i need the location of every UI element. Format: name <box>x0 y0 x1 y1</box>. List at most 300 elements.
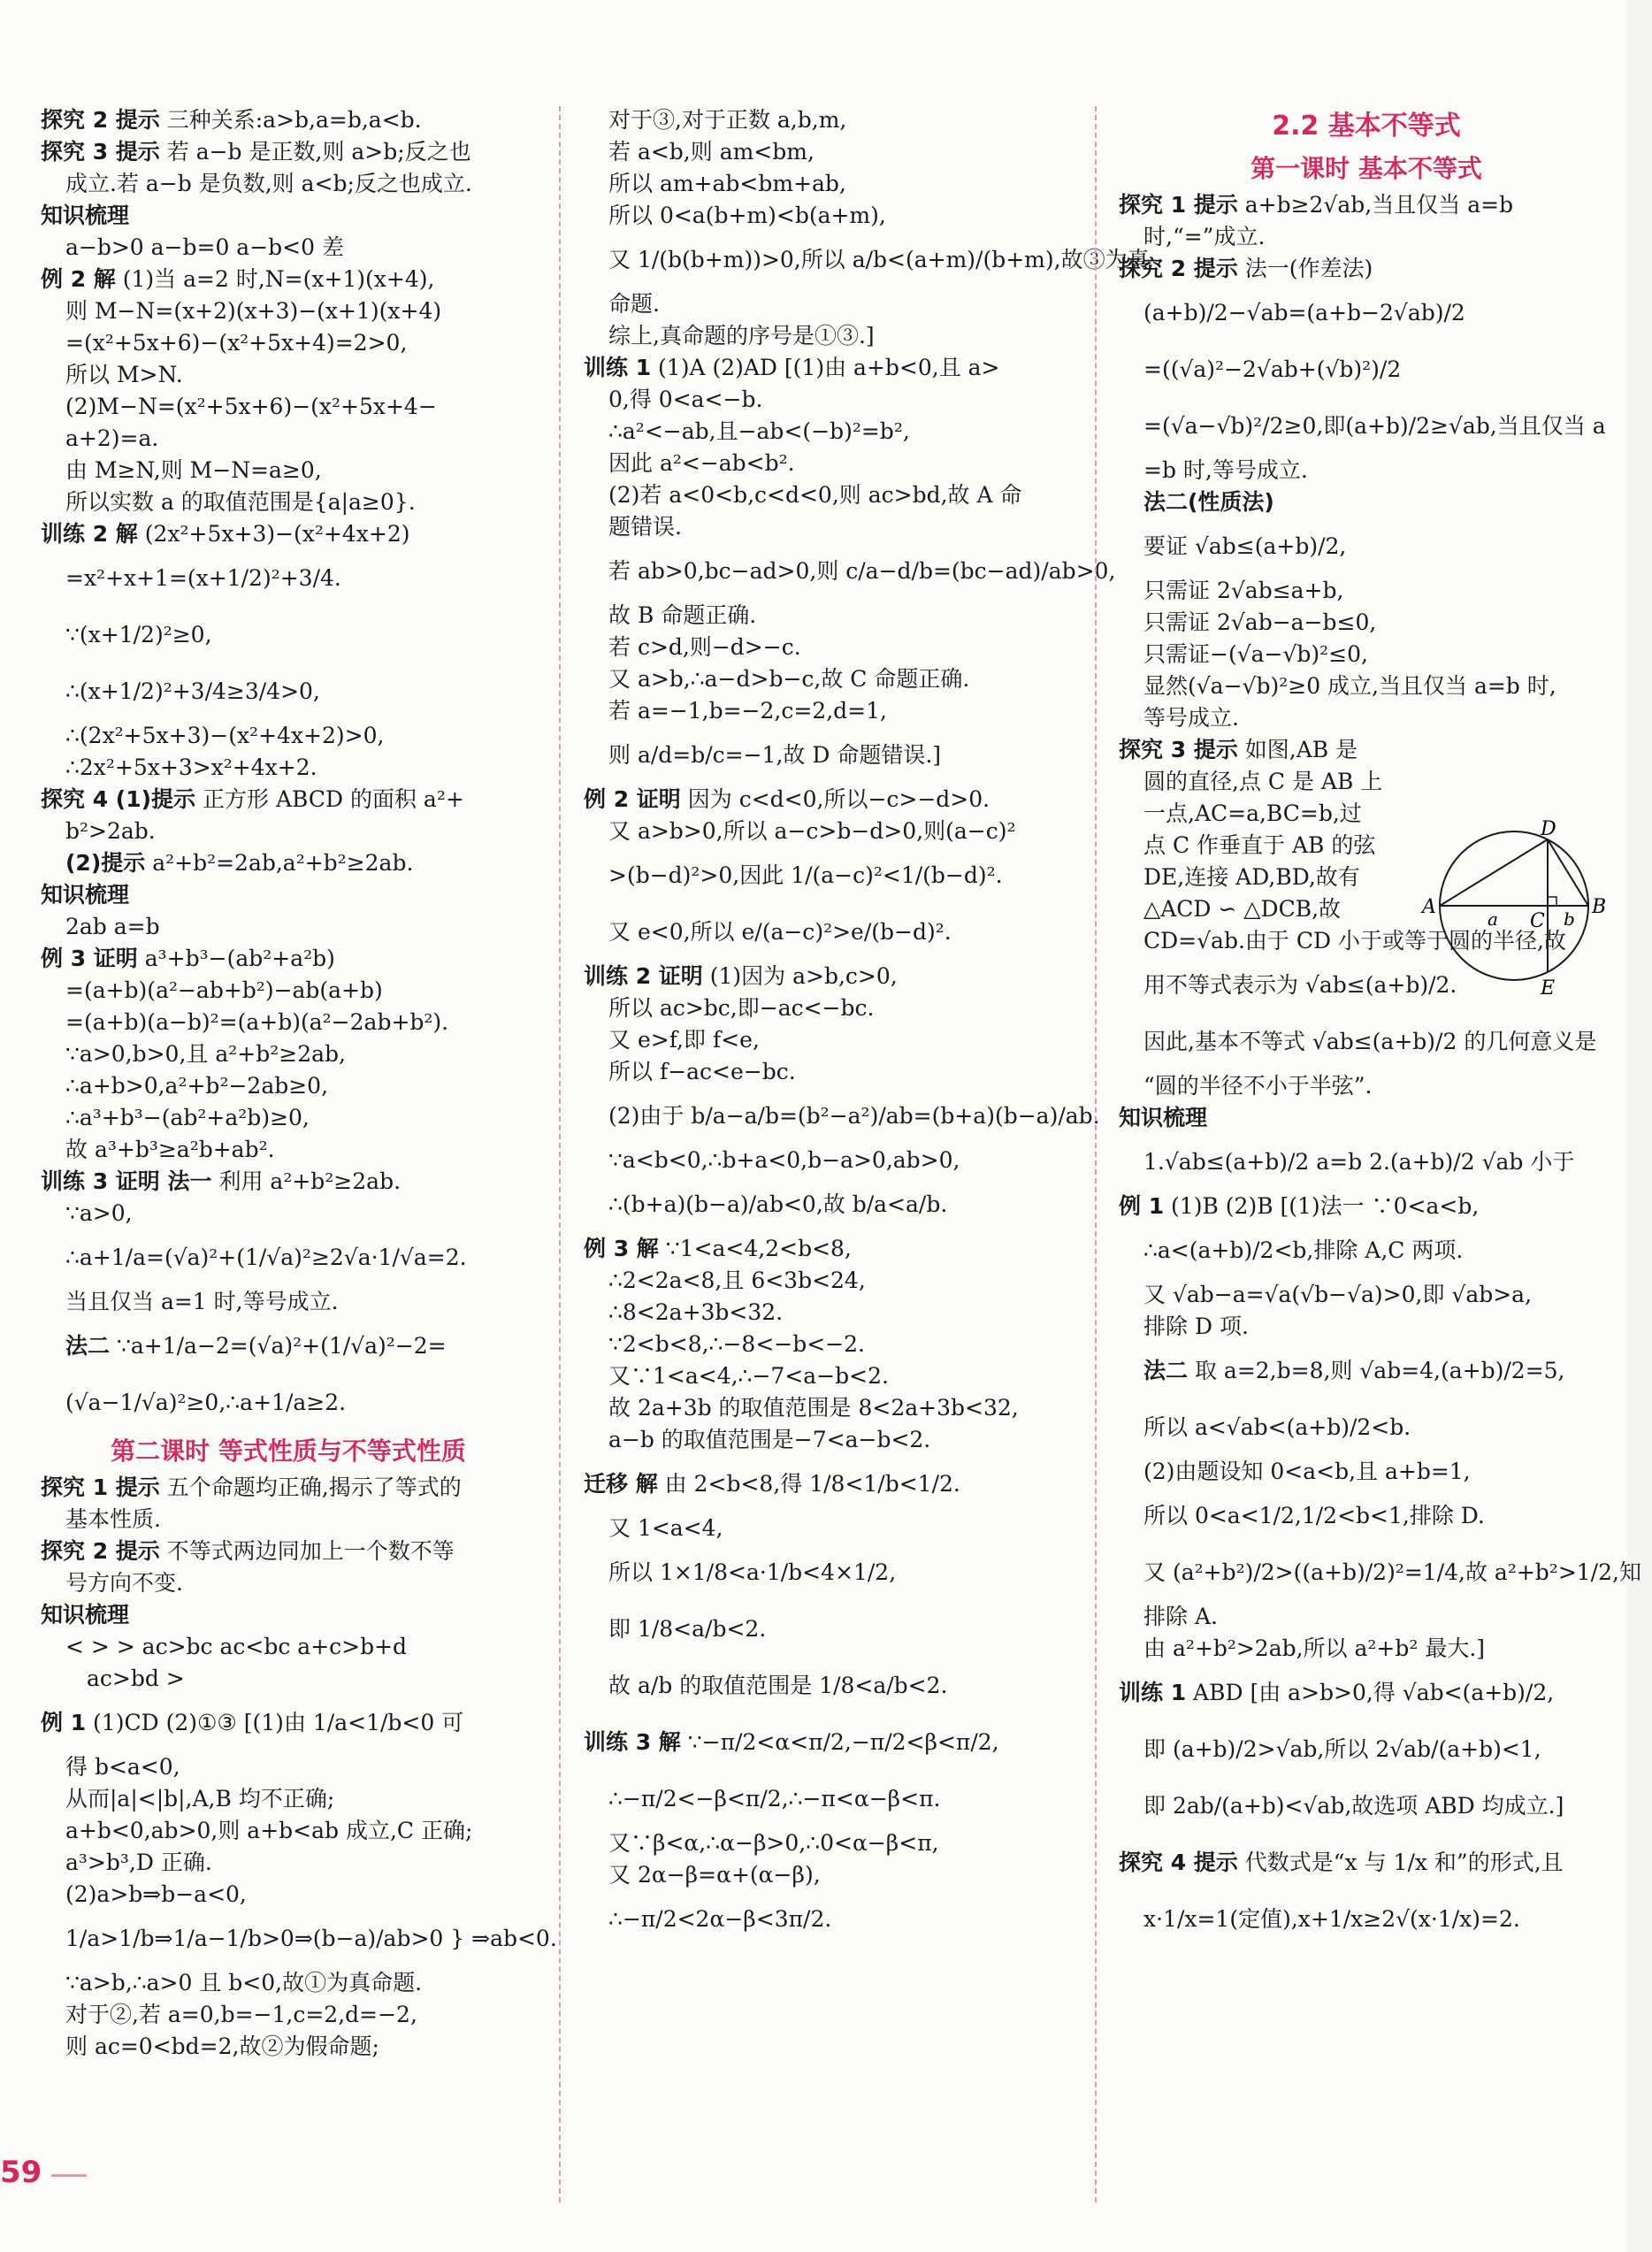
text-line <box>41 232 536 264</box>
line-text: 所以 f−ac<e−bc. <box>608 1059 796 1084</box>
text-line <box>41 847 536 879</box>
line-text: < > > ac>bc ac<bc a+c>b+d <box>65 1634 408 1659</box>
line-text: 只需证−(√a−√b)²≤0, <box>1143 641 1368 667</box>
line-text: 排除 A. <box>1143 1604 1218 1629</box>
line-text: 0,得 0<a<−b. <box>608 387 763 412</box>
line-text: 1.√ab≤(a+b)/2 a=b 2.(a+b)/2 √ab 小于 <box>1143 1149 1575 1175</box>
text-line <box>1119 285 1614 341</box>
line-text: 即 1/8<a/b<2. <box>608 1616 767 1642</box>
text-line <box>584 1891 1079 1948</box>
text-line <box>1119 1102 1614 1134</box>
text-line <box>1119 1070 1614 1102</box>
text-line <box>1119 1633 1614 1665</box>
text-line <box>41 1847 536 1879</box>
text-line <box>584 1265 1079 1297</box>
text-line <box>584 904 1079 961</box>
section-title: 第二课时 等式性质与不等式性质 <box>111 1436 466 1466</box>
line-text: 当且仅当 a=1 时,等号成立. <box>65 1289 339 1314</box>
line-text: 圆的直径,点 C 是 AB 上 <box>1143 769 1383 794</box>
text-line <box>584 1859 1079 1891</box>
text-line <box>41 720 536 752</box>
line-label: 法二 <box>65 1333 111 1359</box>
line-text: 又 a>b,∴a−d>b−c,故 C 命题正确. <box>608 666 970 692</box>
line-label: 探究 4 提示 <box>1119 1850 1238 1875</box>
text-line <box>584 1392 1079 1424</box>
line-text: 故 a/b 的取值范围是 1/8<a/b<2. <box>608 1673 948 1698</box>
text-line <box>1119 1456 1614 1488</box>
text-line <box>584 1544 1079 1601</box>
line-text: 取 a=2,b=8,则 √ab=4,(a+b)/2=5, <box>1188 1358 1565 1383</box>
text-line <box>41 1567 536 1599</box>
line-text: 一点,AC=a,BC=b,过 <box>1143 800 1362 826</box>
section-title: 第一课时 基本不等式 <box>1250 154 1482 183</box>
text-line <box>584 816 1079 847</box>
line-text: a³>b³,D 正确. <box>65 1850 212 1875</box>
line-text: 时,“=”成立. <box>1143 224 1266 249</box>
line-text: =x²+x+1=(x+1/2)²+3/4. <box>65 565 341 591</box>
text-line <box>41 1134 536 1166</box>
line-text: 又∵1<a<4,∴−7<a−b<2. <box>608 1363 889 1389</box>
line-label: 探究 1 提示 <box>1119 192 1238 218</box>
line-text: a²+b²=2ab,a²+b²≥2ab. <box>145 850 414 876</box>
text-line <box>41 1663 536 1695</box>
line-label: 知识梳理 <box>1119 1105 1208 1130</box>
label-e-point: E <box>1541 977 1556 1000</box>
text-line <box>41 784 536 816</box>
label-segment-b: b <box>1564 908 1575 930</box>
line-label: 迁移 解 <box>584 1471 658 1497</box>
line-text: ∴2<2a<8,且 6<3b<24, <box>608 1268 866 1293</box>
text-line <box>1119 1721 1614 1778</box>
text-line <box>584 168 1079 200</box>
line-text: (1)CD (2)①③ [(1)由 1/a<1/b<0 可 <box>86 1710 464 1735</box>
text-line <box>41 391 536 423</box>
line-label: 探究 2 提示 <box>1119 256 1238 281</box>
text-line <box>1119 702 1614 734</box>
line-text: a−b>0 a−b=0 a−b<0 差 <box>65 234 344 260</box>
text-line <box>584 1658 1079 1714</box>
text-line <box>584 600 1079 632</box>
segment-bd <box>1548 839 1588 906</box>
line-text: 所以 ac>bc,即−ac<−bc. <box>608 995 875 1021</box>
line-label: (2)提示 <box>65 850 146 876</box>
line-text: 则 M−N=(x+2)(x+3)−(x+1)(x+4) <box>65 298 442 324</box>
text-line <box>584 1601 1079 1658</box>
label-segment-a: a <box>1488 908 1498 930</box>
text-line <box>1119 575 1614 607</box>
line-text: 显然(√a−√b)²≥0 成立,当且仅当 a=b 时, <box>1143 673 1556 699</box>
line-text: ∴−π/2<−β<π/2,∴−π<α−β<π. <box>608 1786 941 1812</box>
line-text: 则 a/d=b/c=−1,故 D 命题错误.] <box>608 742 942 768</box>
line-text: 法一(作差法) <box>1237 256 1373 281</box>
line-label: 例 1 <box>41 1710 87 1735</box>
line-text: 则 ac=0<bd=2,故②为假命题; <box>65 2034 379 2059</box>
line-text: ∵a<b<0,∴b+a<0,b−a>0,ab>0, <box>608 1147 960 1173</box>
text-line <box>1119 1134 1614 1191</box>
line-text: 基本性质. <box>65 1506 161 1532</box>
line-text: ∵a>b,∴a>0 且 b<0,故①为真命题. <box>65 1970 423 1995</box>
right-angle-mark <box>1548 897 1556 906</box>
line-text: =(a+b)(a²−ab+b²)−ab(a+b) <box>65 977 383 1003</box>
text-line <box>1119 1778 1614 1835</box>
line-text: 由 2<b<8,得 1/8<1/b<1/2. <box>657 1471 960 1497</box>
column-divider <box>559 106 561 2202</box>
line-text: a−b 的取值范围是−7<a−b<2. <box>608 1427 931 1452</box>
text-line <box>1119 189 1614 221</box>
line-text: 若 a=−1,b=−2,c=2,d=1, <box>608 698 887 724</box>
text-line <box>41 943 536 975</box>
line-label: 训练 2 证明 <box>584 963 703 989</box>
line-text: ∴a+1/a=(√a)²+(1/√a)²≥2√a·1/√a=2. <box>65 1245 467 1270</box>
line-text: 又 e<0,所以 e/(a−c)²>e/(b−d)². <box>608 919 952 945</box>
text-line <box>584 695 1079 727</box>
line-text: =(x²+5x+6)−(x²+5x+4)=2>0, <box>65 330 408 356</box>
line-text: 若 a<b,则 am<bm, <box>608 139 815 165</box>
line-text: x·1/x=1(定值),x+1/x≥2√(x·1/x)=2. <box>1143 1906 1520 1932</box>
text-line <box>1119 518 1614 575</box>
line-text: 由 M≥N,则 M−N=a≥0, <box>65 457 322 483</box>
text-line <box>41 1599 536 1631</box>
label-a-point: A <box>1422 896 1436 918</box>
line-text: a+b<0,ab>0,则 a+b<ab 成立,C 正确; <box>65 1818 473 1843</box>
text-line <box>1119 455 1614 486</box>
line-text: 所以 am+ab<bm+ab, <box>608 171 846 196</box>
text-line <box>41 1815 536 1847</box>
text-line <box>41 1166 536 1198</box>
text-line <box>1119 1311 1614 1343</box>
line-text: ∵a>0,b>0,且 a²+b²≥2ab, <box>65 1041 346 1067</box>
text-line <box>584 1176 1079 1233</box>
line-text: 从而|a|<|b|,A,B 均不正确; <box>65 1786 335 1812</box>
line-text: 如图,AB 是 <box>1237 737 1358 762</box>
line-text: 又∵β<α,∴α−β>0,∴0<α−β<π, <box>608 1830 939 1856</box>
text-line <box>41 359 536 391</box>
text-line <box>41 1070 536 1102</box>
line-text: 所以实数 a 的取值范围是{a|a≥0}. <box>65 489 416 515</box>
line-text: (2)若 a<0<b,c<d<0,则 ac>bd,故 A 命 <box>608 482 1022 508</box>
line-text: 对于③,对于正数 a,b,m, <box>608 107 847 133</box>
line-text: 因此 a²<−ab<b². <box>608 450 795 476</box>
text-line <box>41 975 536 1007</box>
text-line <box>1119 1191 1614 1222</box>
text-line <box>41 1999 536 2031</box>
line-text: 用不等式表示为 √ab≤(a+b)/2. <box>1143 972 1457 998</box>
line-label: 例 3 证明 <box>41 946 138 971</box>
line-text: ∵−π/2<α<π/2,−π/2<β<π/2, <box>680 1729 999 1755</box>
line-text: (1)B (2)B [(1)法一 ∵0<a<b, <box>1164 1193 1480 1219</box>
line-text: CD=√ab.由于 CD 小于或等于圆的半径,故 <box>1143 928 1566 954</box>
line-label: 训练 3 解 <box>584 1729 681 1755</box>
line-text: =(a+b)(a−b)²=(a+b)(a²−2ab+b²). <box>65 1009 449 1035</box>
text-line <box>41 879 536 911</box>
line-text: (2)由题设知 0<a<b,且 a+b=1, <box>1143 1459 1471 1484</box>
text-line <box>584 320 1079 352</box>
text-line <box>41 200 536 232</box>
text-line <box>41 607 536 663</box>
segment-ad <box>1440 839 1548 906</box>
text-line <box>584 1145 1079 1176</box>
text-line <box>584 288 1079 320</box>
line-text: ∵(x+1/2)²≥0, <box>65 622 212 647</box>
line-text: 所以 1×1/8<a·1/b<4×1/2, <box>608 1559 897 1585</box>
text-line <box>1119 1544 1641 1601</box>
line-text: 因为 c<d<0,所以−c>−d>0. <box>680 786 990 812</box>
line-text: ∴8<2a+3b<32. <box>608 1299 784 1325</box>
text-line <box>41 550 536 607</box>
text-line <box>1119 486 1614 518</box>
text-line <box>41 911 536 943</box>
text-line <box>1119 1665 1614 1721</box>
text-line <box>41 327 536 359</box>
line-text: 故 a³+b³≥a²b+ab². <box>65 1137 275 1162</box>
line-text: (1)A (2)AD [(1)由 a+b<0,且 a> <box>651 355 1000 380</box>
line-text: (a+b)/2−√ab=(a+b−2√ab)/2 <box>1143 300 1465 326</box>
label-c-point: C <box>1530 910 1545 932</box>
text-line <box>584 1513 1079 1544</box>
text-line <box>1119 734 1614 766</box>
line-text: (2)M−N=(x²+5x+6)−(x²+5x+4− <box>65 394 437 419</box>
line-text: 点 C 作垂直于 AB 的弦 <box>1143 832 1376 858</box>
line-label: 训练 1 <box>584 355 652 380</box>
text-line <box>584 384 1079 416</box>
text-line <box>584 200 1079 232</box>
text-line <box>1119 1343 1614 1399</box>
text-line <box>584 727 1079 784</box>
line-text: a³+b³−(ab²+a²b) <box>137 946 335 971</box>
line-label: 探究 2 提示 <box>41 1538 160 1564</box>
text-line <box>41 264 536 295</box>
text-line <box>41 1536 536 1567</box>
line-label: 探究 3 提示 <box>1119 737 1238 762</box>
line-label: 探究 4 (1)提示 <box>41 786 196 812</box>
line-text: 又 1<a<4, <box>608 1515 723 1541</box>
line-text: ∴2x²+5x+3>x²+4x+2. <box>65 754 317 780</box>
line-text: 利用 a²+b²≥2ab. <box>211 1168 402 1194</box>
text-line <box>41 423 536 455</box>
text-line <box>41 1198 536 1229</box>
text-line <box>1119 1891 1614 1948</box>
line-text: b²>2ab. <box>65 818 156 844</box>
text-line <box>584 1456 1079 1513</box>
line-text: 若 a−b 是正数,则 a>b;反之也 <box>159 139 471 165</box>
line-text: 即 (a+b)/2>√ab,所以 2√ab/(a+b)<1, <box>1143 1736 1541 1762</box>
line-text: 又 a>b>0,所以 a−c>b−d>0,则(a−c)² <box>608 818 1016 844</box>
line-label: 例 3 解 <box>584 1236 659 1261</box>
line-label: 例 2 解 <box>41 266 116 292</box>
line-text: 成立.若 a−b 是负数,则 a<b;反之也成立. <box>65 171 472 196</box>
text-line <box>41 1504 536 1536</box>
text-line <box>584 479 1079 511</box>
column-divider <box>1095 106 1097 2202</box>
line-text: a+2)=a. <box>65 425 159 451</box>
line-text: 因此,基本不等式 √ab≤(a+b)/2 的几何意义是 <box>1143 1029 1597 1054</box>
text-line <box>41 104 536 136</box>
text-line <box>41 663 536 720</box>
line-label: 训练 1 <box>1119 1680 1187 1705</box>
line-text: 由 a²+b²>2ab,所以 a²+b² 最大.] <box>1143 1635 1486 1661</box>
column-right <box>1119 104 1641 1948</box>
text-line <box>41 486 536 518</box>
text-line <box>1119 341 1614 398</box>
line-text: 五个命题均正确,揭示了等式的 <box>159 1475 462 1500</box>
text-line <box>1119 1601 1614 1633</box>
text-line <box>1119 398 1614 455</box>
circle-diagram <box>1415 818 1610 1000</box>
line-text: 又 e>f,即 f<e, <box>608 1027 760 1053</box>
text-line <box>1119 639 1614 670</box>
line-text: 即 2ab/(a+b)<√ab,故选项 ABD 均成立.] <box>1143 1793 1564 1819</box>
line-text: ∴a<(a+b)/2<b,排除 A,C 两项. <box>1143 1237 1464 1263</box>
text-line <box>584 1827 1079 1859</box>
line-label: 法二(性质法) <box>1143 489 1274 515</box>
text-line <box>41 1038 536 1070</box>
line-text: ∴−π/2<2α−β<3π/2. <box>608 1906 832 1932</box>
line-text: “圆的半径不小于半弦”. <box>1143 1073 1373 1099</box>
label-b-point: B <box>1592 896 1607 918</box>
line-label: 例 2 证明 <box>584 786 681 812</box>
line-text: 得 b<a<0, <box>65 1754 180 1780</box>
text-line <box>1119 253 1614 285</box>
text-line <box>41 816 536 847</box>
line-text: ABD [由 a>b>0,得 √ab<(a+b)/2, <box>1186 1680 1555 1705</box>
line-text: =((√a)²−2√ab+(√b)²)/2 <box>1143 356 1402 382</box>
line-text: 若 ab>0,bc−ad>0,则 c/a−d/b=(bc−ad)/ab>0, <box>608 558 1116 584</box>
line-text: (2)a>b⇒b−a<0, <box>65 1881 247 1907</box>
line-text: 等号成立. <box>1143 705 1239 731</box>
text-line <box>41 1007 536 1038</box>
text-line <box>1119 1488 1614 1544</box>
text-line <box>1119 1279 1614 1311</box>
line-label: 探究 1 提示 <box>41 1475 160 1500</box>
page-number-rule <box>51 2174 87 2177</box>
text-line <box>584 1233 1079 1265</box>
line-text: 2ab a=b <box>65 914 160 939</box>
line-text: ∴a+b>0,a²+b²−2ab≥0, <box>65 1073 329 1099</box>
line-text: ∴(2x²+5x+3)−(x²+4x+2)>0, <box>65 723 385 748</box>
line-text: 1/a>1/b⇒1/a−1/b>0⇒(b−a)/ab>0 } ⇒ab<0. <box>65 1926 557 1951</box>
text-line <box>584 1088 1100 1145</box>
column-left <box>41 104 557 2063</box>
line-text: ∴(x+1/2)²+3/4≥3/4>0, <box>65 678 320 704</box>
text-line <box>41 1751 536 1783</box>
text-line <box>41 518 536 550</box>
text-line <box>584 1329 1079 1360</box>
line-text: 故 B 命题正确. <box>608 602 757 628</box>
text-line <box>584 1424 1079 1456</box>
text-line <box>584 992 1079 1024</box>
line-text: 三种关系:a>b,a=b,a<b. <box>159 107 422 133</box>
line-text: (√a−1/√a)²≥0,∴a+1/a≥2. <box>65 1390 347 1415</box>
text-line <box>41 1879 536 1911</box>
text-line <box>584 1297 1079 1329</box>
line-text: 不等式两边同加上一个数不等 <box>159 1538 455 1564</box>
line-label: 训练 2 解 <box>41 521 138 547</box>
line-text: 对于②,若 a=0,b=−1,c=2,d=−2, <box>65 2002 417 2027</box>
line-text: 综上,真命题的序号是①③.] <box>608 323 875 349</box>
line-label: 知识梳理 <box>41 1602 130 1628</box>
text-line <box>584 1714 1079 1771</box>
text-line <box>584 232 1150 288</box>
line-text: ∵a>0, <box>65 1200 133 1226</box>
line-text: (1)因为 a>b,c>0, <box>702 963 898 989</box>
text-line <box>584 847 1079 904</box>
page-number: 59 <box>0 2155 42 2190</box>
line-text: 排除 D 项. <box>1143 1314 1249 1339</box>
text-line <box>584 663 1079 695</box>
text-line <box>41 1967 536 1999</box>
line-text: ∵2<b<8,∴−8<−b<−2. <box>608 1331 865 1357</box>
line-text: ac>bd > <box>87 1666 185 1691</box>
text-line <box>1119 1835 1614 1891</box>
line-text: 又 2α−β=α+(α−β), <box>608 1862 821 1888</box>
text-line <box>41 1631 536 1663</box>
text-line <box>41 2031 536 2063</box>
line-text: ∴a³+b³−(ab²+a²b)≥0, <box>65 1105 310 1130</box>
line-text: (1)当 a=2 时,N=(x+1)(x+4), <box>115 266 435 292</box>
text-line <box>584 961 1079 992</box>
text-line <box>584 1056 1079 1088</box>
line-label: 例 1 <box>1119 1193 1165 1219</box>
text-line <box>584 1024 1079 1056</box>
text-line <box>1119 1399 1614 1456</box>
line-text: 所以 0<a(b+m)<b(a+m), <box>608 203 886 228</box>
text-line <box>584 448 1079 479</box>
text-line <box>584 784 1079 816</box>
line-text: 命题. <box>608 291 660 317</box>
line-text: (2x²+5x+3)−(x²+4x+2) <box>137 521 410 547</box>
text-line <box>584 352 1079 384</box>
text-line <box>584 104 1079 136</box>
line-text: 号方向不变. <box>65 1570 183 1596</box>
line-text: 所以 a<√ab<(a+b)/2<b. <box>1143 1414 1411 1440</box>
text-line <box>41 1102 536 1134</box>
text-line <box>1119 670 1614 702</box>
text-line <box>584 1771 1079 1827</box>
text-line <box>41 1286 536 1318</box>
text-line <box>584 632 1079 663</box>
line-text: ∴(b+a)(b−a)/ab<0,故 b/a<a/b. <box>608 1191 948 1217</box>
label-d-point: D <box>1541 818 1556 840</box>
line-text: =(√a−√b)²/2≥0,即(a+b)/2≥√ab,当且仅当 a <box>1143 413 1606 439</box>
text-line <box>41 455 536 486</box>
line-text: DE,连接 AD,BD,故有 <box>1143 864 1360 890</box>
text-line <box>1119 221 1614 253</box>
text-line <box>41 136 536 168</box>
line-label: 探究 3 提示 <box>41 139 160 165</box>
line-text: 又 1/(b(b+m))>0,所以 a/b<(a+m)/(b+m),故③为真 <box>608 247 1150 272</box>
line-label: 训练 3 证明 法一 <box>41 1168 212 1194</box>
line-text: 只需证 2√ab≤a+b, <box>1143 578 1344 603</box>
line-label: 探究 2 提示 <box>41 107 160 133</box>
line-text: 所以 M>N. <box>65 362 183 387</box>
line-text: (2)由于 b/a−a/b=(b²−a²)/ab=(b+a)(b−a)/ab. <box>608 1103 1100 1129</box>
text-line <box>41 1911 557 1967</box>
line-label: 知识梳理 <box>41 882 130 908</box>
line-text: 故 2a+3b 的取值范围是 8<2a+3b<32, <box>608 1395 1019 1421</box>
line-text: △ACD ∽ △DCB,故 <box>1143 896 1342 922</box>
text-line <box>584 543 1116 600</box>
line-text: a+b≥2√ab,当且仅当 a=b <box>1237 192 1514 218</box>
line-text: ∵1<a<4,2<b<8, <box>658 1236 852 1261</box>
line-text: 要证 √ab≤(a+b)/2, <box>1143 533 1347 559</box>
line-text: 所以 0<a<1/2,1/2<b<1,排除 D. <box>1143 1503 1485 1528</box>
line-text: 只需证 2√ab−a−b≤0, <box>1143 609 1377 635</box>
line-text: 又 (a²+b²)/2>((a+b)/2)²=1/4,故 a²+b²>1/2,知 <box>1143 1559 1641 1585</box>
text-line <box>41 295 536 327</box>
text-line <box>1119 607 1614 639</box>
text-line <box>1119 1222 1614 1279</box>
line-text: ∴a²<−ab,且−ab<(−b)²=b², <box>608 418 910 444</box>
